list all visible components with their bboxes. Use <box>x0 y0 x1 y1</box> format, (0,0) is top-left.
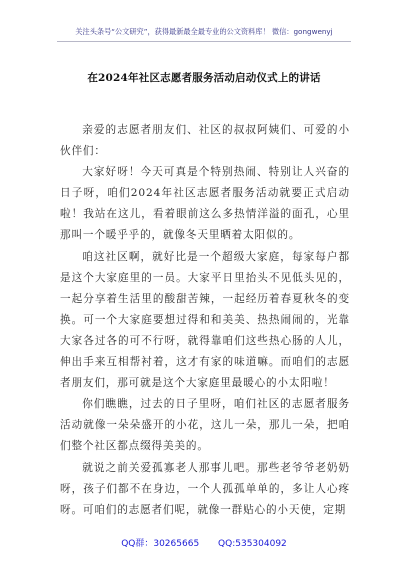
document-title: 在2024年社区志愿者服务活动启动仪式上的讲话 <box>87 72 321 84</box>
paragraph-community: 咱这社区啊，就好比是一个超级大家庭，每家每户都是这个大家庭里的一员。大家平日里抬头不见低头见的，一起分享着生活里的酸甜苦辣，一起经历着春夏秋冬的变换。可一个大家庭要想过得和和美美、热热闹闹的，光靠大家各过各的可不行呀，就得靠咱们这些热心肠的人儿，伸出手来互相帮衬着，这才有家的味道嘛。而咱们的志愿者朋友们，那可就是这个大家庭里最暖心的小太阳啦！ <box>60 250 350 390</box>
header-banner: 关注头条号“公文研究”，获得最新最全最专业的公文资料库！ 微信：gongwenyj <box>75 27 333 36</box>
document-body <box>60 120 350 521</box>
footer-contacts <box>0 536 408 549</box>
footer-qq-group: QQ群：30265665 <box>121 539 200 549</box>
paragraph-past-activities: 你们瞧瞧，过去的日子里呀，咱们社区的志愿者服务活动就像一朵朵盛开的小花，这儿一朵，那儿一朵，把咱们整个社区都点缀得美美的。 <box>60 398 350 453</box>
paragraph-elderly-care: 就说之前关爱孤寡老人那事儿吧。那些老爷爷老奶奶呀，孩子们都不在身边，一个人孤孤单单的，多让人心疼呀。可咱们的志愿者们呢，就像一群贴心的小天使，定期 <box>60 461 350 516</box>
paragraph-salutation: 亲爱的志愿者朋友们、社区的叔叔阿姨们、可爱的小伙伴们： <box>60 124 350 158</box>
footer-qq-contact: QQ:535304092 <box>218 539 287 549</box>
paragraph-greeting: 大家好呀！今天可真是个特别热闹、特别让人兴奋的日子呀，咱们2024年社区志愿者服务活动就要正式启动啦！我站在这儿，看着眼前这么多热情洋溢的面孔，心里那叫一个暖乎乎的，就像冬天里晒着太阳似的。 <box>60 166 350 242</box>
header-divider <box>57 41 351 42</box>
